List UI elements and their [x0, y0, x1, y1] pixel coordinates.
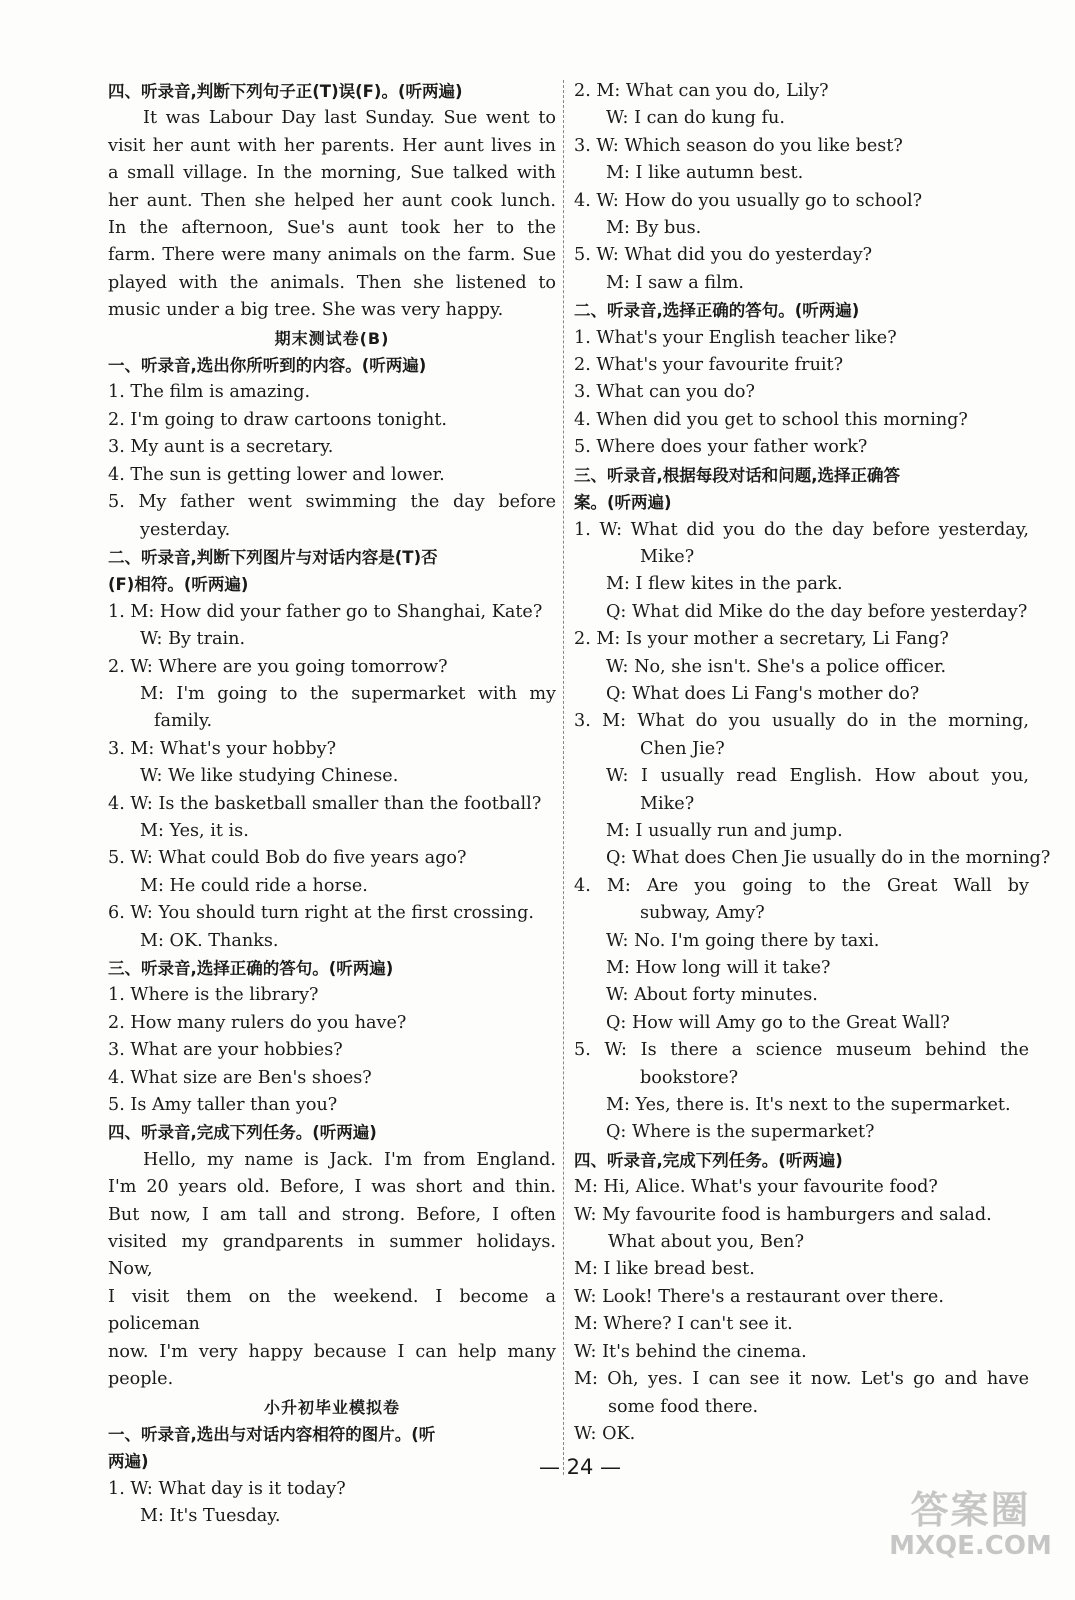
passage-line: M: Oh, yes. I can see it now. Let's go and have: [574, 1369, 1029, 1390]
text-line: M: I like bread best.: [574, 1259, 755, 1280]
section-heading: 二、听录音,判断下列图片与对话内容是(T)否: [108, 547, 438, 567]
text-line: 2. M: Is your mother a secretary, Li Fang?: [574, 629, 949, 650]
section-heading: 三、听录音,选择正确的答句。(听两遍): [108, 959, 394, 978]
text-line: bookstore?: [640, 1067, 739, 1088]
section-heading: 四、听录音,完成下列任务。(听两遍): [108, 1123, 377, 1143]
passage-line: her aunt. Then she helped her aunt cook lunch.: [108, 190, 556, 211]
text-line: 2. What's your favourite fruit?: [574, 355, 844, 376]
section-heading: 三、听录音,根据每段对话和问题,选择正确答: [574, 465, 901, 485]
text-line: 1. Where is the library?: [108, 985, 319, 1006]
text-line: What about you, Ben?: [608, 1232, 805, 1253]
text-line: 3. M: What's your hobby?: [108, 738, 337, 759]
text-line: 6. W: You should turn right at the first crossing.: [108, 903, 534, 924]
section-heading: 四、听录音,完成下列任务。(听两遍): [574, 1150, 843, 1170]
text-line: W: No. I'm going there by taxi.: [606, 930, 880, 951]
text-line: 5. Where does your father work?: [574, 437, 868, 458]
text-line: Mike?: [640, 546, 695, 567]
text-line: M: How long will it take?: [606, 958, 831, 978]
page-number: — 24 —: [538, 1455, 622, 1479]
passage-line: 3. M: What do you usually do in the morning,: [574, 711, 1029, 732]
text-line: W: By train.: [140, 629, 246, 650]
passage-line: I visit them on the weekend. I become a policeman: [108, 1286, 556, 1335]
text-line: 4. What size are Ben's shoes?: [108, 1067, 372, 1088]
passage-line: visit her aunt with her parents. Her aunt lives in: [108, 135, 556, 156]
text-line: 5. W: What could Bob do five years ago?: [108, 848, 467, 869]
text-line: W: I can do kung fu.: [606, 108, 785, 129]
text-line: Q: What does Li Fang's mother do?: [606, 683, 920, 704]
passage-line: Hello, my name is Jack. I'm from England.: [143, 1149, 556, 1170]
text-line: Q: Where is the supermarket?: [606, 1122, 875, 1143]
text-line: M: Hi, Alice. What's your favourite food?: [574, 1177, 938, 1198]
passage-line: 5. My father went swimming the day before: [108, 492, 556, 513]
right-column: [574, 78, 1051, 1448]
passage-line: a small village. In the morning, Sue talked with: [108, 163, 556, 184]
text-line: W: Look! There's a restaurant over there.: [574, 1286, 944, 1307]
text-line: yesterday.: [140, 519, 231, 540]
passage-line: I'm 20 years old. Before, I was short and thin.: [108, 1177, 556, 1198]
text-line: 4. W: Is the basketball smaller than the football?: [108, 793, 542, 814]
passage-line: farm. There were many animals on the farm. Sue: [108, 245, 556, 266]
passage-line: played with the animals. Then she listened to: [108, 272, 556, 293]
passage-line: 4. M: Are you going to the Great Wall by: [574, 875, 1029, 896]
text-line: M: By bus.: [606, 218, 702, 239]
text-line: 2. I'm going to draw cartoons tonight.: [108, 409, 448, 430]
text-line: W: My favourite food is hamburgers and salad.: [574, 1204, 992, 1225]
text-line: M: I like autumn best.: [606, 163, 804, 184]
text-line: M: He could ride a horse.: [140, 875, 368, 896]
text-line: subway, Amy?: [640, 903, 765, 924]
text-line: 3. What are your hobbies?: [108, 1040, 343, 1061]
text-line: 3. My aunt is a secretary.: [108, 437, 334, 458]
text-line: M: I saw a film.: [606, 272, 744, 293]
passage-line: people.: [108, 1369, 174, 1390]
text-line: M: Where? I can't see it.: [574, 1314, 793, 1335]
passage-line: It was Labour Day last Sunday. Sue went to: [143, 108, 556, 129]
text-line: M: It's Tuesday.: [140, 1506, 281, 1527]
passage-line: visited my grandparents in summer holidays. Now,: [108, 1232, 556, 1280]
text-line: W: No, she isn't. She's a police officer.: [606, 656, 947, 677]
section-heading: 一、听录音,选出与对话内容相符的图片。(听: [108, 1424, 436, 1444]
passage-line: 1. W: What did you do the day before yesterday,: [574, 519, 1029, 540]
passage-line: music under a big tree. She was very happy.: [108, 300, 504, 321]
text-line: 2. W: Where are you going tomorrow?: [108, 656, 448, 677]
text-line: Mike?: [640, 793, 695, 814]
section-heading: 一、听录音,选出你所听到的内容。(听两遍): [108, 356, 427, 376]
text-line: 3. W: Which season do you like best?: [574, 135, 903, 156]
section-heading: 二、听录音,选择正确的答句。(听两遍): [574, 301, 860, 321]
text-line: W: OK.: [574, 1423, 636, 1444]
text-line: 5. Is Amy taller than you?: [108, 1095, 338, 1116]
text-line: 1. The film is amazing.: [108, 382, 311, 403]
watermark-text-top: 答案圈: [910, 1488, 1031, 1532]
passage-line: W: I usually read English. How about you,: [606, 766, 1029, 787]
passage-line: M: I'm going to the supermarket with my: [140, 683, 556, 704]
passage-line: now. I'm very happy because I can help many: [108, 1341, 556, 1362]
text-line: M: OK. Thanks.: [140, 930, 279, 951]
text-line: 1. What's your English teacher like?: [574, 327, 897, 348]
test-title: 期末测试卷(B): [274, 328, 390, 348]
watermark-logo: [888, 1488, 1053, 1560]
watermark-text-bottom: MXQE.COM: [889, 1531, 1052, 1561]
text-line: family.: [154, 711, 213, 732]
text-line: W: About forty minutes.: [606, 985, 818, 1006]
text-line: W: We like studying Chinese.: [140, 766, 399, 787]
text-line: M: I usually run and jump.: [606, 820, 843, 841]
passage-line: In the afternoon, Sue's aunt took her to the: [108, 218, 556, 239]
passage-line: But now, I am tall and strong. Before, I often: [108, 1204, 556, 1225]
text-line: M: Yes, it is.: [140, 820, 249, 841]
text-line: Chen Jie?: [640, 738, 725, 759]
text-line: M: Yes, there is. It's next to the supermarket.: [606, 1095, 1011, 1116]
text-line: 1. M: How did your father go to Shanghai, Kate?: [108, 601, 543, 622]
text-line: Q: What did Mike do the day before yesterday?: [606, 601, 1028, 622]
text-line: 4. The sun is getting lower and lower.: [108, 464, 445, 485]
text-line: Q: What does Chen Jie usually do in the morning?: [606, 848, 1051, 869]
section-heading: 四、听录音,判断下列句子正(T)误(F)。(听两遍): [108, 82, 463, 101]
text-line: 2. M: What can you do, Lily?: [574, 81, 829, 101]
text-line: 4. W: How do you usually go to school?: [574, 190, 923, 211]
text-line: 3. What can you do?: [574, 382, 755, 403]
left-column: [108, 78, 556, 1531]
column-divider: [563, 80, 564, 1475]
text-line: W: It's behind the cinema.: [574, 1341, 807, 1362]
text-line: 4. When did you get to school this morning?: [574, 409, 968, 430]
text-line: 2. How many rulers do you have?: [108, 1012, 407, 1033]
section-heading: (F)相符。(听两遍): [108, 575, 249, 595]
text-line: Q: How will Amy go to the Great Wall?: [606, 1012, 950, 1033]
text-line: some food there.: [608, 1396, 759, 1417]
text-line: M: I flew kites in the park.: [606, 574, 843, 595]
test-title: 小升初毕业模拟卷: [263, 1397, 400, 1417]
text-line: 5. W: What did you do yesterday?: [574, 245, 873, 266]
section-heading: 案。(听两遍): [574, 493, 672, 513]
passage-line: 5. W: Is there a science museum behind the: [574, 1040, 1029, 1061]
text-line: 1. W: What day is it today?: [108, 1478, 346, 1499]
section-heading: 两遍): [108, 1452, 149, 1472]
